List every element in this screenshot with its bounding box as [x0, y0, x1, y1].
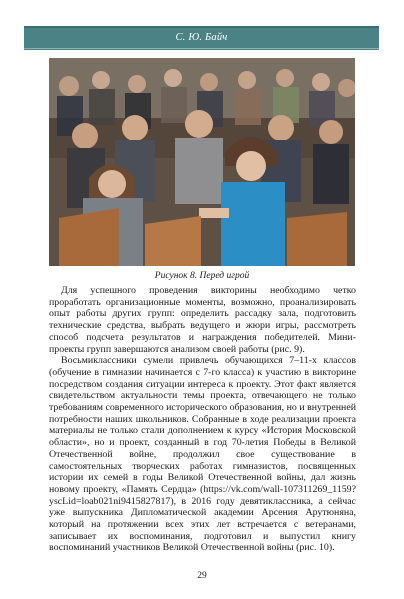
- running-header-title: С. Ю. Байч: [175, 32, 228, 43]
- paragraph-1: Для успешного проведения викторины необходимо четко проработать организационные моменты, возможно, проанализировать опыт работы других групп: определить рассадку зала, подготовить технические средства, выбрать ведущего и жюри игры, рассмотреть способ подсчета результатов и награждения победителей. Мини-проекты групп завершаются анализом своей работы (рис. 9).: [49, 285, 356, 355]
- header-rule: [24, 48, 379, 49]
- paragraph-2: Восьмиклассники сумели привлечь обучающихся 7–11-х классов (обучение в гимназии начинается с 7-го класса) к участию в викторине посредством создания ситуации интереса к проекту. Этот факт является свидетельством актуальности темы проекта, отвечающего не только требованиям современного исторического образования, но и внутренней потребности наших школьников. Собранные в ходе реализации проекта материалы не только стали дополнением к курсу «История Московской области», но и проект, созданный в год 70-летия Победы в Великой Отечественной войне, продолжил свое существование в самостоятельных творческих работах гимназистов, посвященных истории их семей в годы Великой Отечественной войны, дал жизнь новому проекту, «Память Сердца» (https://vk.com/wall-107311269_1159?yscLid=loab021ni9415827817), в 2016 году девятиклассника, а сейчас уже выпускника Дипломатической академии Арсения Арутюняна, который на протяжении всех этих лет встречается с ветеранами, записывает их воспоминания, подготовил и выпустил книгу воспоминаний участников Великой Отечественной войны (рис. 10).: [49, 355, 356, 554]
- running-header: [24, 26, 379, 50]
- page-number: 29: [197, 571, 207, 581]
- photo-illustration: [49, 58, 355, 266]
- figure-caption: Рисунок 8. Перед игрой: [154, 271, 250, 281]
- figure-photo: [49, 58, 355, 266]
- body-text: [49, 285, 356, 554]
